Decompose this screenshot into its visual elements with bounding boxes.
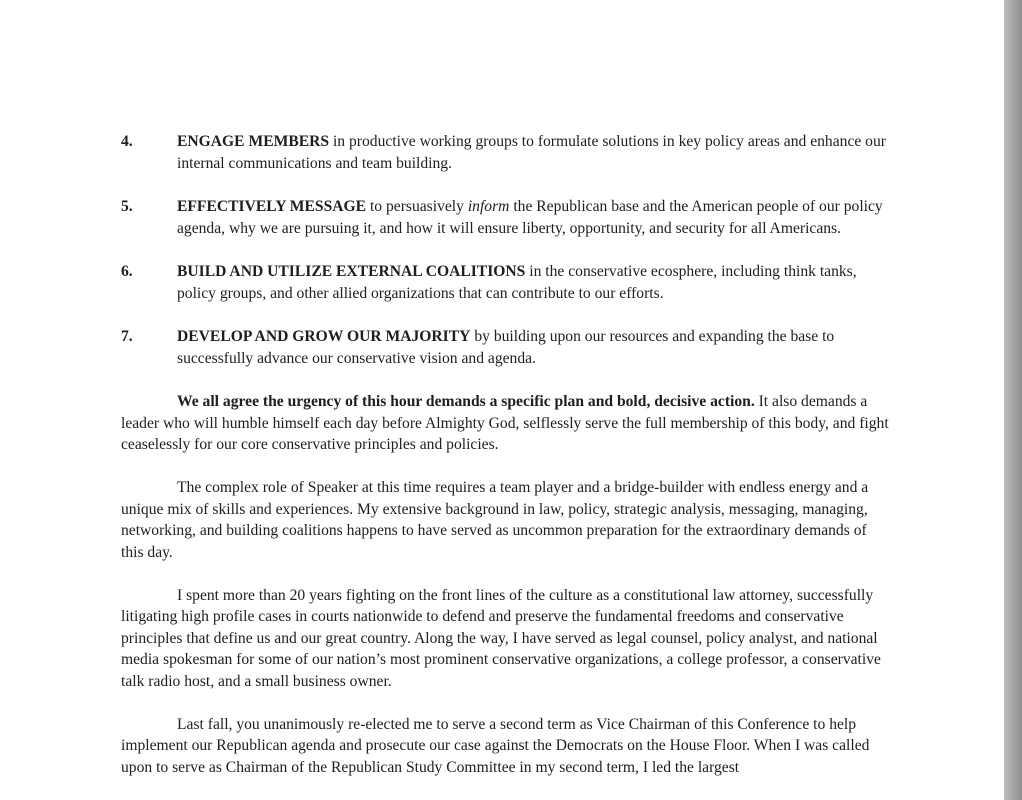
list-heading: EFFECTIVELY MESSAGE [177,198,367,215]
list-item-7 [121,326,891,369]
paragraph-text: It also demands a leader who will humble himself each day before Almighty God, selflessly serve the full membership of this body, and fight ceaselessly for our core conservative principles and policies. [121,393,889,453]
paragraph-last-fall [121,714,891,779]
page-edge-shadow [1004,0,1022,800]
list-text: by building upon our resources and expanding the base to successfully advance our conservative vision and agenda. [177,328,835,367]
paragraph-background [121,585,891,693]
list-text: in productive working groups to formulate solutions in key policy areas and enhance our internal communications and team building. [177,133,886,172]
paragraph-text: Last fall, you unanimously re-elected me to serve a second term as Vice Chairman of this Conference to help implement our Republican agenda and prosecute our case against the Democrats on the House Floor. When I was called upon to serve as Chairman of the Republican Study Committee in my second term, I led the largest [121,715,870,776]
paragraph-text: The complex role of Speaker at this time requires a team player and a bridge-builder with endless energy and a unique mix of skills and experiences. My extensive background in law, policy, strategic analysis, messaging, managing, networking, and building coalitions happens to have served as uncommon preparation for the extraordinary demands of this day. [121,479,869,561]
list-number: 4. [121,133,133,150]
list-number: 7. [121,328,133,345]
document-body [121,131,891,800]
list-number: 5. [121,198,133,215]
list-text: in the conservative ecosphere, including think tanks, policy groups, and other allied organizations that can contribute to our efforts. [177,263,857,302]
list-heading: ENGAGE MEMBERS [177,133,330,150]
list-text: to persuasively [366,198,468,215]
list-text: the Republican base and the American people of our policy agenda, why we are pursuing it, and how it will ensure liberty, opportunity, and security for all Americans. [177,198,883,237]
paragraph-lead: We all agree the urgency of this hour demands a specific plan and bold, decisive action. [177,393,755,410]
paragraph-role [121,477,891,563]
paragraph-text: I spent more than 20 years fighting on the front lines of the culture as a constitutional law attorney, successfully litigating high profile cases in courts nationwide to defend and preserve the fundamental freedoms and conservative principles that define us and our great country. Along the way, I have served as legal counsel, policy analyst, and national media spokesman for some of our nation’s most prominent conservative organizations, a college professor, a conservative talk radio host, and a small business owner. [121,586,881,690]
list-item-4 [121,131,891,174]
list-heading: DEVELOP AND GROW OUR MAJORITY [177,328,471,345]
emphasis-text: inform [467,198,510,215]
list-item-5 [121,196,891,239]
list-number: 6. [121,263,133,280]
list-item-6 [121,261,891,304]
list-heading: BUILD AND UTILIZE EXTERNAL COALITIONS [177,263,526,280]
paragraph-urgency [121,391,891,456]
